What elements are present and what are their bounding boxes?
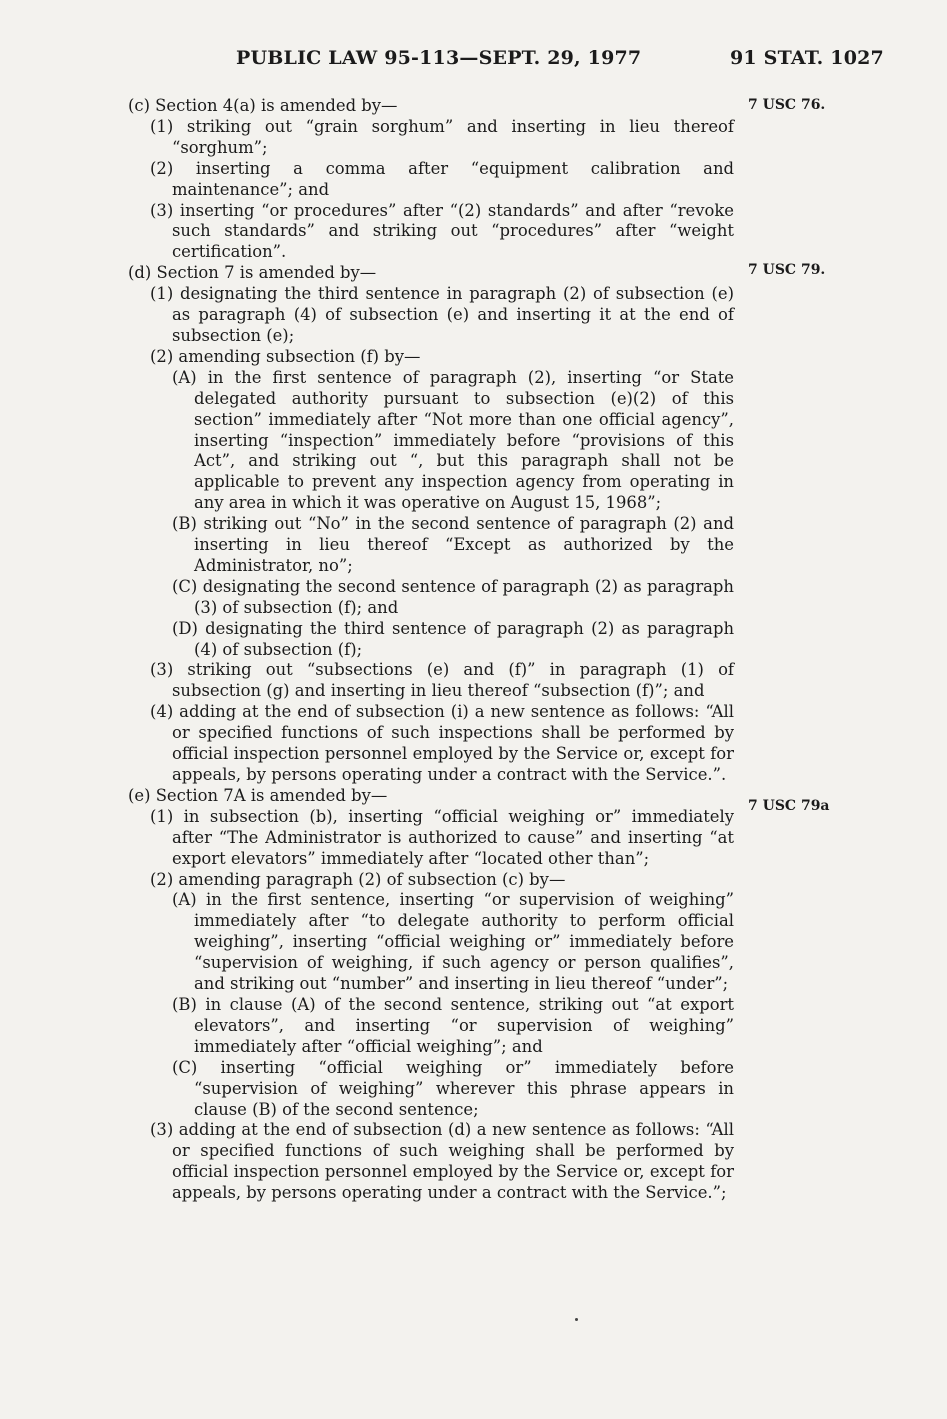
paragraph-d: (d) Section 7 is amended by— (128, 263, 377, 283)
margin-note-7-usc-76: 7 USC 76. (748, 97, 826, 113)
margin-note-7-usc-79: 7 USC 79. (748, 262, 826, 278)
paragraph-c-2: (2) inserting a comma after “equipment calibration and maintenance”; and (150, 158, 734, 199)
paragraph-e: (e) Section 7A is amended by— (128, 785, 388, 805)
paragraph-c: (c) Section 4(a) is amended by— (128, 96, 398, 115)
paragraph-d-3: (3) striking out “subsections (e) and (f)” in paragraph (1) of subsection (g) and inserting in lieu thereof “subsection (f)”; and (150, 660, 734, 701)
paragraph-d-1: (1) designating the third sentence in paragraph (2) of subsection (e) as paragraph (4) of subsection (e) and inserting it at the end of subsection (e); (150, 284, 734, 345)
header-statute-reference: 91 STAT. 1027 (730, 47, 884, 69)
paragraph-d-2-b: (B) striking out “No” in the second sentence of paragraph (2) and inserting in lieu thereof “Except as authorized by the Administrator, no”; (172, 514, 734, 575)
paragraph-d-4: (4) adding at the end of subsection (i) a new sentence as follows: “All or specified functions of such inspections shall be performed by official inspection personnel employed by the Service or, except for appeals, by persons operating under a contract with the Service.”. (150, 702, 734, 784)
paragraph-e-2-c: (C) inserting “official weighing or” immediately before “supervision of weighing” wherever this phrase appears in clause (B) of the second sentence; (172, 1057, 734, 1119)
paragraph-e-2: (2) amending paragraph (2) of subsection (c) by— (150, 869, 566, 889)
document-body (128, 96, 734, 1204)
paragraph-c-1: (1) striking out “grain sorghum” and inserting in lieu thereof “sorghum”; (150, 116, 734, 157)
header-title: PUBLIC LAW 95-113—SEPT. 29, 1977 (236, 47, 642, 69)
paragraph-e-2-b: (B) in clause (A) of the second sentence, striking out “at export elevators”, and inserting “or supervision of weighing” immediately after “official weighing”; and (172, 994, 734, 1056)
paragraph-d-2: (2) amending subsection (f) by— (150, 346, 421, 366)
paragraph-d-2-d: (D) designating the third sentence of paragraph (2) as paragraph (4) of subsection (f); (172, 618, 734, 659)
scan-speck (575, 1318, 578, 1321)
paragraph-e-3: (3) adding at the end of subsection (d) a new sentence as follows: “All or specified functions of such weighing shall be performed by official inspection personnel employed by the Service or, except for appeals, by persons operating under a contract with the Service.”; (150, 1120, 734, 1203)
paragraph-d-2-c: (C) designating the second sentence of paragraph (2) as paragraph (3) of subsection (f); and (172, 576, 734, 617)
paragraph-c-3: (3) inserting “or procedures” after “(2) standards” and after “revoke such standards” and striking out “procedures” after “weight certification”. (150, 200, 734, 262)
paragraph-e-1: (1) in subsection (b), inserting “official weighing or” immediately after “The Administrator is authorized to cause” and inserting “at export elevators” immediately after “located other than”; (150, 806, 734, 868)
paragraph-d-2-a: (A) in the first sentence of paragraph (2), inserting “or State delegated authority pursuant to subsection (e)(2) of this section” immediately after “Not more than one official agency”, inserting “inspection” immediately before “provisions of this Act”, and striking out “, but this paragraph shall not be applicable to prevent any inspection agency from operating in any area in which it was operative on August 15, 1968”; (172, 367, 734, 513)
margin-note-7-usc-79a: 7 USC 79a (748, 798, 830, 814)
paragraph-e-2-a: (A) in the first sentence, inserting “or supervision of weighing” immediately after “to delegate authority to perform official weighing”, inserting “official weighing or” immediately before “supervision of weighing, if such agency or person qualifies”, and striking out “number” and inserting in lieu thereof “under”; (172, 890, 734, 994)
